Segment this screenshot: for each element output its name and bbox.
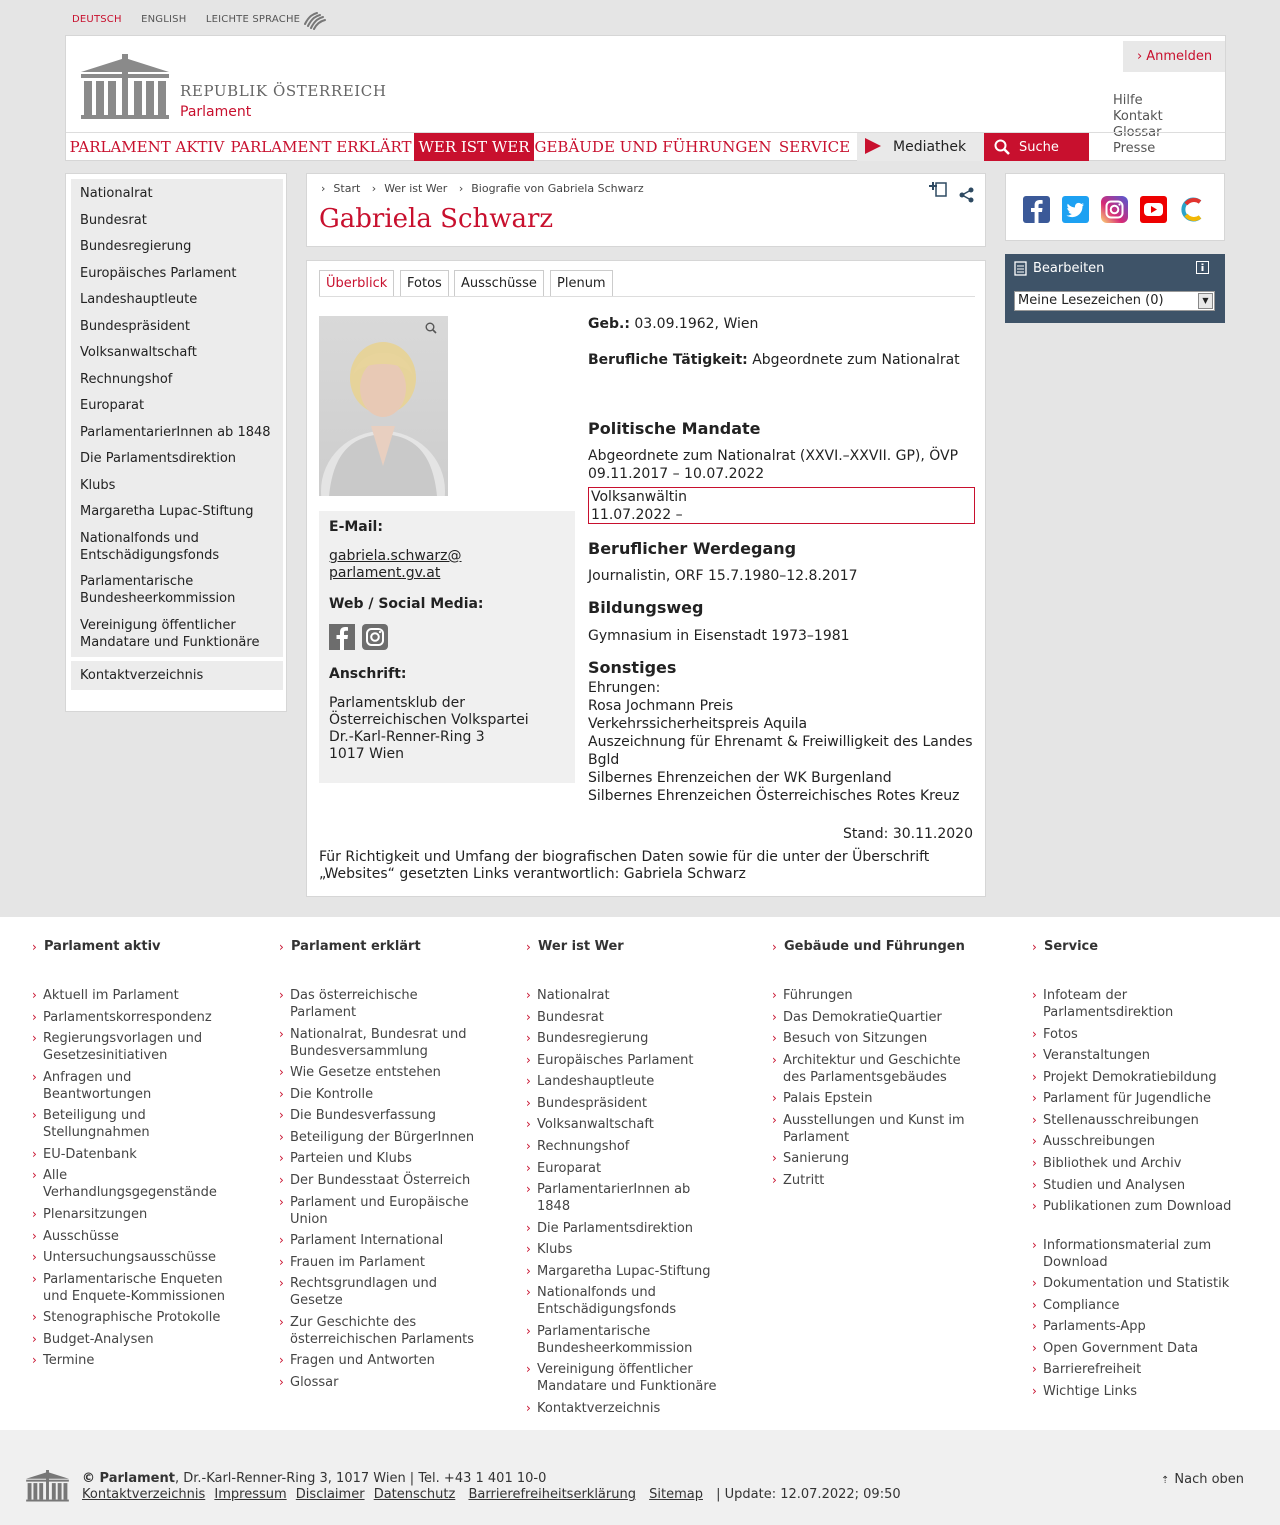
- sonstiges-heading: Sonstiges: [588, 658, 677, 677]
- twitter-icon[interactable]: [1062, 196, 1089, 223]
- title-box: [306, 173, 986, 247]
- job-label: Berufliche Tätigkeit:: [588, 352, 748, 368]
- chevron-right-icon: ›: [772, 1091, 777, 1105]
- tab-fotos[interactable]: Fotos: [400, 270, 449, 297]
- social-icons-row: [329, 624, 565, 650]
- nav-parlament-aktiv[interactable]: PARLAMENT AKTIV: [69, 138, 225, 156]
- birth-value: 03.09.1962, Wien: [634, 316, 759, 332]
- footer-link[interactable]: Parlament und Europäische Union: [290, 1195, 469, 1227]
- chevron-right-icon: ›: [772, 1053, 777, 1067]
- chevron-right-icon: ›: [526, 1074, 531, 1088]
- chevron-right-icon: ›: [32, 1229, 37, 1243]
- footer-link[interactable]: Wie Gesetze entstehen: [290, 1065, 441, 1080]
- email-label: E-Mail:: [329, 519, 383, 535]
- address-line: Dr.-Karl-Renner-Ring 3: [329, 729, 485, 745]
- footer-link[interactable]: Infoteam der Parlamentsdirektion: [1043, 988, 1174, 1020]
- chevron-right-icon: ›: [279, 1065, 284, 1079]
- footer-link[interactable]: Stellenausschreibungen: [1043, 1113, 1199, 1128]
- chevron-right-icon: ›: [279, 1233, 284, 1247]
- chevron-right-icon: ›: [1032, 1134, 1037, 1148]
- sonstiges-line: Ehrungen:: [588, 680, 661, 696]
- legal-links: [82, 1487, 901, 1502]
- sidebar-item-eu-parlament[interactable]: Europäisches Parlament: [71, 259, 283, 288]
- chevron-right-icon: ›: [1032, 1362, 1037, 1376]
- nav-parlament-erklaert[interactable]: PARLAMENT ERKLÄRT: [230, 138, 412, 156]
- lang-leichte-sprache[interactable]: LEICHTE SPRACHE: [205, 14, 301, 25]
- address-line: Österreichischen Volkspartei: [329, 712, 529, 728]
- footer-link[interactable]: Budget-Analysen: [43, 1332, 154, 1347]
- bookmark-add-icon[interactable]: [928, 180, 948, 198]
- nav-service[interactable]: SERVICE: [778, 138, 851, 156]
- chevron-right-icon: ›: [279, 1108, 284, 1122]
- footer-link[interactable]: Sanierung: [783, 1151, 850, 1166]
- link-impressum[interactable]: Impressum: [214, 1487, 287, 1502]
- bearbeiten-title[interactable]: Bearbeiten: [1033, 261, 1105, 276]
- play-icon: [864, 137, 882, 155]
- chevron-right-icon: ›: [279, 1130, 284, 1144]
- instagram-icon[interactable]: [1101, 196, 1128, 223]
- left-sidebar: [65, 173, 287, 712]
- address-line: 1017 Wien: [329, 746, 404, 762]
- footer-link[interactable]: Der Bundesstaat Österreich: [290, 1173, 471, 1188]
- footer-link[interactable]: Dokumentation und Statistik: [1043, 1276, 1230, 1291]
- chevron-right-icon: ›: [1032, 1048, 1037, 1062]
- sidebar-item-volksanwaltschaft[interactable]: Volksanwaltschaft: [71, 338, 283, 367]
- footer-link[interactable]: Parlamentskorrespondenz: [43, 1010, 212, 1025]
- chevron-right-icon: ›: [32, 988, 37, 1002]
- footer-link[interactable]: Rechnungshof: [537, 1139, 630, 1154]
- update-info: | Update: 12.07.2022; 09:50: [716, 1487, 901, 1502]
- chevron-right-icon: ›: [526, 1264, 531, 1278]
- footer-heading[interactable]: Wer ist Wer: [538, 939, 624, 954]
- sidebar-item-kontaktverzeichnis[interactable]: Kontaktverzeichnis: [71, 661, 283, 690]
- footer-link[interactable]: Untersuchungsausschüsse: [43, 1250, 217, 1265]
- sidebar-item-nationalrat[interactable]: Nationalrat: [71, 179, 283, 208]
- mediathek-button[interactable]: [857, 133, 984, 161]
- footer-link[interactable]: Regierungsvorlagen und Gesetzesinitiativen: [43, 1031, 203, 1063]
- footer-link[interactable]: Nationalrat: [537, 988, 610, 1003]
- footer-link[interactable]: Parteien und Klubs: [290, 1151, 412, 1166]
- mandate-1: [588, 447, 958, 483]
- footer-link[interactable]: Vereinigung öffentlicher Mandatare und Funktionäre: [537, 1362, 717, 1394]
- address-label: Anschrift:: [329, 666, 407, 682]
- sonstiges-line: Silbernes Ehrenzeichen der WK Burgenland: [588, 770, 892, 786]
- copyright: © Parlament: [82, 1471, 175, 1486]
- social-media-box: [1005, 173, 1225, 241]
- bookmark-icon: [1014, 261, 1027, 276]
- sonstiges-line: Auszeichnung für Ehrenamt & Freiwilligkeit des Landes: [588, 734, 973, 750]
- footer-link[interactable]: Glossar: [290, 1375, 339, 1390]
- footer-link[interactable]: Zur Geschichte des österreichischen Parlaments: [290, 1315, 475, 1347]
- footer-link[interactable]: Stenographische Protokolle: [43, 1310, 221, 1325]
- footer-link[interactable]: Termine: [43, 1353, 95, 1368]
- chevron-right-icon: ›: [526, 1053, 531, 1067]
- chevron-right-icon: ›: [1032, 1238, 1037, 1252]
- chevron-right-icon: ›: [526, 1010, 531, 1024]
- chevron-right-icon: ›: [1032, 1199, 1037, 1213]
- footer-heading[interactable]: Parlament aktiv: [44, 939, 161, 954]
- link-datenschutz[interactable]: Datenschutz: [373, 1487, 456, 1502]
- footer-link[interactable]: Architektur und Geschichte des Parlamentsgebäudes: [783, 1053, 961, 1085]
- chevron-right-icon: ›: [279, 1027, 284, 1041]
- sidebar-item-bundespraesident[interactable]: Bundespräsident: [71, 312, 283, 341]
- bottom-bar: [0, 1430, 1280, 1525]
- search-button[interactable]: [984, 133, 1089, 161]
- footer-link[interactable]: Bundesrat: [537, 1010, 604, 1025]
- site-footer: › Parlament aktiv › Aktuell im Parlament › Parlamentskorrespondenz › Regierungsvorlagen und Gesetzesinitiativen › Anfragen und Beantwortungen › Beteiligung und Stellungnahmen › EU-Datenbank › Alle Verhandlungsgegenstände › Plenarsitzungen › Ausschüsse › Untersuchungsausschüsse › Parlamentarische Enqueten und Enquete-Kommissionen › Stenographische Protokolle › Budget-Analysen › Termine › Parlament erklärt › Das österreichische Parlament › Nationalrat, Bundesrat und Bundesversammlung › Wie Gesetze entstehen › Die Kontrolle › Die Bundesverfassung › Beteiligung der BürgerInnen › Parteien und Klubs › Der Bundesstaat Österreich › Parlament und Europäische Union › Parlament International › Frauen im Parlament › Rechtsgrundlagen und Gesetze › Zur Geschichte des österreichischen Parlaments › Fragen und Antworten › Glossar › Wer ist Wer › Nationalrat › Bundesrat › Bundesregierung › Europäisches Parlament › Landeshauptleute › Bundespräsident › Volksanwaltschaft › Rechnungshof › Europarat › ParlamentarierInnen ab 1848 › Die Parlamentsdirektion › Klubs › Margaretha Lupac-Stiftung › Nationalfonds und Entschädigungsfonds › Parlamentarische Bundesheerkommission › Vereinigung öffentlicher Mandatare und Funktionäre › Kontaktverzeichnis › Gebäude und Führungen › Führungen › Das DemokratieQuartier › Besuch von Sitzungen › Architektur und Geschichte des Parlamentsgebäudes › Palais Epstein › Ausstellungen und Kunst im Parlament › Sanierung › Zutritt › Service › Infoteam der Parlamentsdirektion › Fotos › Veranstaltungen › Projekt Demokratiebildung › Parlament für Jugendliche › Stellenausschreibungen › Ausschreibungen › Bibliothek und Archiv › Studien und Analysen › Publikationen zum Download › Informationsmaterial zum Download › Dokumentation und Statistik › Compliance › Parlaments-App › Open Government Data › Barrierefreiheit › Wichtige Links: [0, 917, 1280, 1430]
- mandate-2-dates: 11.07.2022 –: [591, 507, 683, 523]
- sidebar-item-rechnungshof[interactable]: Rechnungshof: [71, 365, 283, 394]
- chevron-right-icon: ›: [1032, 1319, 1037, 1333]
- back-to-top[interactable]: [1161, 1472, 1244, 1487]
- email-part1: gabriela.schwarz@: [329, 548, 462, 564]
- chevron-right-icon: ›: [526, 988, 531, 1002]
- lang-english[interactable]: ENGLISH: [141, 14, 187, 25]
- help-link[interactable]: Hilfe: [1113, 93, 1143, 108]
- footer-link[interactable]: Ausschreibungen: [1043, 1134, 1155, 1149]
- chevron-right-icon: ›: [279, 1276, 284, 1290]
- disclaimer: [319, 849, 929, 883]
- chevron-right-icon: ›: [526, 1242, 531, 1256]
- footer-link[interactable]: ParlamentarierInnen ab 1848: [537, 1182, 691, 1214]
- footer-link[interactable]: Publikationen zum Download: [1043, 1199, 1232, 1214]
- bookmarks-widget: [1005, 254, 1225, 323]
- chevron-right-icon: ›: [1032, 1027, 1037, 1041]
- chevron-right-icon: ›: [1032, 1070, 1037, 1084]
- facebook-icon[interactable]: [329, 624, 355, 650]
- footer-link[interactable]: Barrierefreiheit: [1043, 1362, 1142, 1377]
- birth-info: [588, 315, 758, 333]
- mandate-heading: Politische Mandate: [588, 419, 761, 438]
- chevron-right-icon: ›: [32, 1070, 37, 1084]
- chevron-right-icon: ›: [32, 1332, 37, 1346]
- bookmarks-select-value: Meine Lesezeichen (0): [1018, 293, 1164, 308]
- footer-link[interactable]: Fotos: [1043, 1027, 1078, 1042]
- chevron-right-icon: ›: [772, 1031, 777, 1045]
- breadcrumb-current: Biografie von Gabriela Schwarz: [471, 182, 644, 195]
- chevron-right-icon: ›: [279, 1087, 284, 1101]
- birth-label: Geb.:: [588, 316, 630, 332]
- footer-link[interactable]: Bibliothek und Archiv: [1043, 1156, 1182, 1171]
- chevron-right-icon: ›: [526, 1324, 531, 1338]
- footer-link[interactable]: Rechtsgrundlagen und Gesetze: [290, 1276, 437, 1308]
- press-link[interactable]: Presse: [1113, 141, 1156, 156]
- chevron-right-icon: ›: [526, 1182, 531, 1196]
- footer-link[interactable]: Besuch von Sitzungen: [783, 1031, 928, 1046]
- link-barrierefreiheit[interactable]: Barrierefreiheitserklärung: [468, 1487, 636, 1502]
- footer-link[interactable]: Nationalrat, Bundesrat und Bundesversammlung: [290, 1027, 467, 1059]
- chevron-right-icon: ›: [32, 1250, 37, 1264]
- sidebar-item-lupac[interactable]: Margaretha Lupac-Stiftung: [71, 497, 283, 526]
- sidebar-item-klubs[interactable]: Klubs: [71, 471, 283, 500]
- chevron-right-icon: ›: [32, 1147, 37, 1161]
- chevron-right-icon: ›: [279, 988, 284, 1002]
- job-info: [588, 351, 960, 369]
- address-phone: , Dr.-Karl-Renner-Ring 3, 1017 Wien | Tel. +43 1 401 10-0: [174, 1471, 547, 1486]
- chevron-right-icon: ›: [1032, 1113, 1037, 1127]
- footer-link[interactable]: Parlament für Jugendliche: [1043, 1091, 1211, 1106]
- sidebar-item-bundesrat[interactable]: Bundesrat: [71, 206, 283, 235]
- sonstiges-line: Rosa Jochmann Preis: [588, 698, 734, 714]
- chevron-right-icon: ›: [772, 1151, 777, 1165]
- chevron-right-icon: ›: [32, 1168, 37, 1182]
- parliament-logo-icon[interactable]: [81, 54, 169, 120]
- zoom-icon[interactable]: [425, 322, 437, 334]
- footer-link[interactable]: Aktuell im Parlament: [43, 988, 179, 1003]
- tab-ausschuesse[interactable]: Ausschüsse: [454, 270, 544, 297]
- nav-wer-ist-wer[interactable]: WER IST WER: [414, 133, 534, 161]
- sidebar-item-landeshauptleute[interactable]: Landeshauptleute: [71, 285, 283, 314]
- mediathek-label: Mediathek: [893, 139, 967, 155]
- footer-link[interactable]: Compliance: [1043, 1298, 1120, 1313]
- chevron-right-icon: ›: [526, 1139, 531, 1153]
- job-value: Abgeordnete zum Nationalrat: [752, 352, 960, 368]
- instagram-icon[interactable]: [362, 624, 388, 650]
- sonstiges-line: Verkehrssicherheitspreis Aquila: [588, 716, 808, 732]
- footer-link[interactable]: Plenarsitzungen: [43, 1207, 148, 1222]
- sidebar-item-nationalfonds[interactable]: Nationalfonds und Entschädigungsfonds: [71, 524, 283, 570]
- logo-subtitle: Parlament: [180, 104, 252, 120]
- chevron-right-icon: ›: [1032, 1091, 1037, 1105]
- main-nav: [66, 132, 1225, 161]
- chevron-right-icon: ›: [526, 1401, 531, 1415]
- copyright-line: [82, 1471, 546, 1486]
- sidebar-item-vereinigung[interactable]: Vereinigung öffentlicher Mandatare und Funktionäre: [71, 611, 283, 657]
- footer-link[interactable]: Zutritt: [783, 1173, 825, 1188]
- chevron-right-icon: ›: [772, 1173, 777, 1187]
- footer-link[interactable]: Europarat: [537, 1161, 602, 1176]
- sonstiges-line: Bgld: [588, 752, 620, 768]
- chevron-right-icon: ›: [32, 1310, 37, 1324]
- footer-link[interactable]: Ausschüsse: [43, 1229, 119, 1244]
- werdegang-heading: Beruflicher Werdegang: [588, 539, 797, 558]
- demokratie-icon[interactable]: [1179, 196, 1206, 223]
- chevron-right-icon: ›: [32, 1108, 37, 1122]
- footer-link[interactable]: Frauen im Parlament: [290, 1255, 426, 1270]
- footer-link[interactable]: Open Government Data: [1043, 1341, 1199, 1356]
- footer-link[interactable]: Landeshauptleute: [537, 1074, 655, 1089]
- footer-link[interactable]: Volksanwaltschaft: [537, 1117, 654, 1132]
- link-kontaktverzeichnis[interactable]: Kontaktverzeichnis: [82, 1487, 206, 1502]
- footer-link[interactable]: Beteiligung und Stellungnahmen: [43, 1108, 150, 1140]
- search-label: Suche: [1019, 140, 1059, 155]
- sidebar-item-europarat[interactable]: Europarat: [71, 391, 283, 420]
- chevron-right-icon: ›: [526, 1285, 531, 1299]
- chevron-right-icon: ›: [526, 1096, 531, 1110]
- footer-link[interactable]: Veranstaltungen: [1043, 1048, 1150, 1063]
- footer-link[interactable]: Projekt Demokratiebildung: [1043, 1070, 1217, 1085]
- chevron-right-icon: ›: [1032, 988, 1037, 1002]
- biography-panel: [306, 260, 986, 897]
- footer-heading[interactable]: Gebäude und Führungen: [784, 939, 965, 954]
- footer-link[interactable]: Bundespräsident: [537, 1096, 647, 1111]
- chevron-right-icon: ›: [526, 1362, 531, 1376]
- footer-link[interactable]: Palais Epstein: [783, 1091, 873, 1106]
- address-line: Parlamentsklub der: [329, 695, 465, 711]
- chevron-right-icon: ›: [772, 1113, 777, 1127]
- bildung-heading: Bildungsweg: [588, 598, 704, 617]
- chevron-right-icon: ›: [279, 1255, 284, 1269]
- footer-heading[interactable]: Service: [1044, 939, 1099, 954]
- chevron-right-icon: ›: [1032, 1156, 1037, 1170]
- footer-link[interactable]: Die Parlamentsdirektion: [537, 1221, 694, 1236]
- footer-link[interactable]: Fragen und Antworten: [290, 1353, 435, 1368]
- sidebar-item-parlamentarier[interactable]: ParlamentarierInnen ab 1848: [71, 418, 283, 447]
- stand-date: Stand: 30.11.2020: [842, 826, 973, 842]
- footer-link[interactable]: Das DemokratieQuartier: [783, 1010, 942, 1025]
- email-part2: parlament.gv.at: [329, 565, 441, 581]
- contact-box: [319, 511, 575, 783]
- footer-link[interactable]: Anfragen und Beantwortungen: [43, 1070, 152, 1102]
- footer-link[interactable]: Wichtige Links: [1043, 1384, 1138, 1399]
- footer-link[interactable]: Europäisches Parlament: [537, 1053, 694, 1068]
- footer-heading[interactable]: Parlament erklärt: [291, 939, 421, 954]
- chevron-right-icon: ›: [1032, 1384, 1037, 1398]
- link-disclaimer[interactable]: Disclaimer: [295, 1487, 365, 1502]
- web-label: Web / Social Media:: [329, 596, 484, 612]
- back-to-top-label: Nach oben: [1174, 1472, 1245, 1487]
- login-label: Anmelden: [1146, 49, 1213, 64]
- footer-link[interactable]: Die Bundesverfassung: [290, 1108, 437, 1123]
- sidebar-item-bundesregierung[interactable]: Bundesregierung: [71, 232, 283, 261]
- mandate-2-title: Volksanwältin: [591, 489, 687, 505]
- parliament-logo-icon[interactable]: [26, 1470, 69, 1502]
- lang-deutsch[interactable]: DEUTSCH: [72, 14, 122, 25]
- chevron-right-icon: ›: [279, 1173, 284, 1187]
- tab-divider: [319, 296, 975, 297]
- footer-link[interactable]: EU-Datenbank: [43, 1147, 137, 1162]
- tab-plenum[interactable]: Plenum: [550, 270, 613, 297]
- search-icon: [994, 139, 1010, 155]
- footer-link[interactable]: Alle Verhandlungsgegenstände: [43, 1168, 217, 1200]
- youtube-icon[interactable]: [1140, 196, 1167, 223]
- chevron-right-icon: ›: [1032, 1341, 1037, 1355]
- address: [329, 695, 565, 763]
- nav-gebaeude[interactable]: GEBÄUDE UND FÜHRUNGEN: [534, 138, 772, 156]
- email-link[interactable]: [329, 548, 565, 582]
- footer-link[interactable]: Bundesregierung: [537, 1031, 649, 1046]
- footer-link[interactable]: Margaretha Lupac-Stiftung: [537, 1264, 711, 1279]
- chevron-right-icon: ›: [279, 1375, 284, 1389]
- sonstiges-line: Silbernes Ehrenzeichen Österreichisches Rotes Kreuz: [588, 788, 960, 804]
- breadcrumb-wer-ist-wer[interactable]: Wer ist Wer: [384, 182, 448, 195]
- chevron-right-icon: ›: [279, 1353, 284, 1367]
- chevron-right-icon: ›: [772, 988, 777, 1002]
- tab-ueberblick[interactable]: Überblick: [319, 270, 394, 297]
- chevron-right-icon: ›: [279, 1315, 284, 1329]
- sidebar-item-bundesheerkommission[interactable]: Parlamentarische Bundesheerkommission: [71, 567, 283, 613]
- footer-link[interactable]: Kontaktverzeichnis: [537, 1401, 661, 1416]
- sign-language-icon[interactable]: [303, 10, 327, 30]
- footer-link[interactable]: Parlament International: [290, 1233, 444, 1248]
- login-button[interactable]: › Anmelden: [1123, 41, 1225, 72]
- info-icon[interactable]: [1196, 261, 1209, 274]
- language-bar: [72, 14, 316, 25]
- chevron-right-icon: ›: [32, 1207, 37, 1221]
- footer-link[interactable]: Führungen: [783, 988, 853, 1003]
- mandate-1-dates: 09.11.2017 – 10.07.2022: [588, 466, 765, 482]
- footer-link[interactable]: Das österreichische Parlament: [290, 988, 418, 1020]
- bildung-text: Gymnasium in Eisenstadt 1973–1981: [588, 628, 850, 644]
- portrait-photo[interactable]: [319, 316, 448, 496]
- footer-link[interactable]: Ausstellungen und Kunst im Parlament: [783, 1113, 965, 1145]
- chevron-right-icon: ›: [1032, 1298, 1037, 1312]
- footer-link[interactable]: Parlamentarische Bundesheerkommission: [537, 1324, 693, 1356]
- mandate-2-highlight: [588, 487, 975, 524]
- chevron-right-icon: ›: [32, 1272, 37, 1286]
- mandate-1-title: Abgeordnete zum Nationalrat (XXVI.–XXVII. GP), ÖVP: [588, 448, 959, 464]
- footer-link[interactable]: Informationsmaterial zum Download: [1043, 1238, 1212, 1270]
- share-icon[interactable]: [959, 187, 975, 203]
- chevron-right-icon: ›: [279, 1195, 284, 1209]
- link-sitemap[interactable]: Sitemap: [649, 1487, 703, 1502]
- footer-link[interactable]: Studien und Analysen: [1043, 1178, 1186, 1193]
- footer-link[interactable]: Beteiligung der BürgerInnen: [290, 1130, 475, 1145]
- footer-link[interactable]: Die Kontrolle: [290, 1087, 374, 1102]
- page-title: Gabriela Schwarz: [319, 204, 554, 234]
- footer-link[interactable]: Klubs: [537, 1242, 573, 1257]
- chevron-down-icon[interactable]: ▼: [1198, 293, 1213, 309]
- bookmarks-select[interactable]: [1014, 291, 1215, 311]
- sonstiges-list: [588, 679, 973, 805]
- chevron-right-icon: ›: [1032, 1276, 1037, 1290]
- footer-link[interactable]: Nationalfonds und Entschädigungsfonds: [537, 1285, 677, 1317]
- arrow-up-icon: ⇡: [1161, 1475, 1170, 1486]
- site-header: [65, 35, 1226, 161]
- chevron-right-icon: ›: [526, 1117, 531, 1131]
- glossary-link[interactable]: Glossar: [1113, 125, 1162, 140]
- facebook-icon[interactable]: [1023, 196, 1050, 223]
- chevron-right-icon: ›: [772, 1010, 777, 1024]
- disclaimer-line: Für Richtigkeit und Umfang der biografischen Daten sowie für die unter der Überschrift: [319, 849, 930, 865]
- breadcrumb-start[interactable]: Start: [333, 182, 361, 195]
- logo-title: REPUBLIK ÖSTERREICH: [180, 82, 387, 100]
- chevron-right-icon: ›: [32, 1010, 37, 1024]
- contact-link[interactable]: Kontakt: [1113, 109, 1163, 124]
- werdegang-text: Journalistin, ORF 15.7.1980–12.8.2017: [588, 568, 858, 584]
- footer-link[interactable]: Parlamentarische Enqueten und Enquete-Kommissionen: [43, 1272, 225, 1304]
- disclaimer-line: „Websites“ gesetzten Links verantwortlich: Gabriela Schwarz: [319, 866, 746, 882]
- chevron-right-icon: ›: [1032, 1178, 1037, 1192]
- footer-link[interactable]: Parlaments-App: [1043, 1319, 1146, 1334]
- chevron-right-icon: ›: [526, 1161, 531, 1175]
- portrait-image: [319, 316, 448, 496]
- sidebar-item-parlamentsdirektion[interactable]: Die Parlamentsdirektion: [71, 444, 283, 473]
- chevron-right-icon: ›: [526, 1031, 531, 1045]
- breadcrumb: › Start › Wer ist Wer › Biografie von Gabriela Schwarz: [321, 182, 644, 195]
- chevron-right-icon: ›: [32, 1031, 37, 1045]
- chevron-right-icon: ›: [32, 1353, 37, 1367]
- chevron-right-icon: ›: [279, 1151, 284, 1165]
- chevron-right-icon: ›: [526, 1221, 531, 1235]
